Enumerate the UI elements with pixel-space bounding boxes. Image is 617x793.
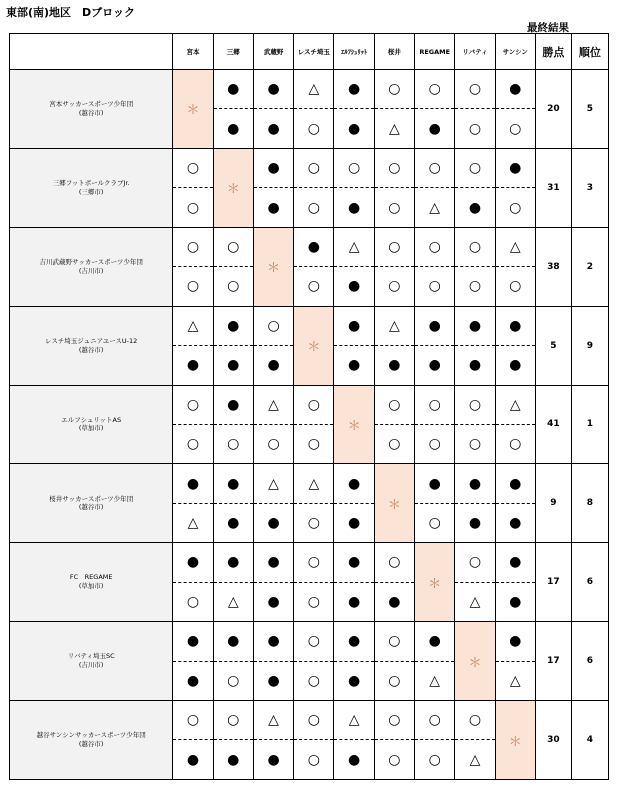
- self-match-cell: ＊: [495, 701, 535, 780]
- corner-cell: [10, 34, 173, 70]
- team-city: (越谷市): [78, 503, 104, 512]
- result-cell: ○: [495, 109, 535, 148]
- result-cell: ●: [213, 622, 253, 661]
- result-cell: ●: [213, 109, 253, 148]
- result-cell: ○: [294, 188, 334, 227]
- result-cell: △: [495, 227, 535, 266]
- rank-cell: 2: [571, 227, 608, 306]
- league-table: [9, 33, 609, 780]
- result-cell: ○: [173, 148, 213, 187]
- points-cell: 17: [535, 543, 571, 622]
- rank-cell: 8: [571, 464, 608, 543]
- result-cell: ○: [495, 424, 535, 463]
- result-cell: ○: [415, 701, 455, 740]
- result-cell: △: [455, 582, 495, 621]
- result-cell: ●: [495, 70, 535, 109]
- self-match-cell: ＊: [334, 385, 374, 464]
- column-header: 宮本: [173, 34, 213, 70]
- result-cell: ○: [455, 424, 495, 463]
- result-cell: ●: [495, 306, 535, 345]
- result-cell: ○: [374, 267, 414, 306]
- result-cell: ○: [334, 148, 374, 187]
- points-cell: 20: [535, 70, 571, 149]
- result-cell: ●: [294, 227, 334, 266]
- team-name: エルフシュリットAS: [61, 415, 122, 424]
- result-cell: ●: [334, 740, 374, 780]
- result-cell: ○: [374, 385, 414, 424]
- result-cell: ●: [334, 306, 374, 345]
- result-cell: ●: [334, 267, 374, 306]
- result-cell: ○: [253, 424, 293, 463]
- team-row: [10, 306, 609, 345]
- result-cell: △: [253, 385, 293, 424]
- result-cell: ●: [213, 543, 253, 582]
- result-cell: ●: [495, 622, 535, 661]
- team-name-cell: [10, 622, 173, 701]
- result-cell: ●: [455, 306, 495, 345]
- result-cell: ○: [455, 227, 495, 266]
- result-cell: △: [374, 109, 414, 148]
- self-match-cell: ＊: [455, 622, 495, 701]
- result-cell: ○: [294, 267, 334, 306]
- rank-cell: 6: [571, 622, 608, 701]
- result-cell: ●: [495, 503, 535, 542]
- team-city: (草加市): [78, 582, 104, 591]
- result-cell: ○: [455, 267, 495, 306]
- result-cell: ○: [374, 740, 414, 780]
- result-cell: ○: [374, 622, 414, 661]
- result-cell: △: [495, 385, 535, 424]
- points-cell: 5: [535, 306, 571, 385]
- result-cell: ●: [253, 148, 293, 187]
- result-cell: ●: [415, 109, 455, 148]
- result-cell: ○: [213, 424, 253, 463]
- result-cell: ●: [253, 622, 293, 661]
- result-cell: ○: [455, 148, 495, 187]
- result-cell: ●: [173, 740, 213, 780]
- result-cell: ○: [374, 701, 414, 740]
- team-city: (三郷市): [78, 187, 104, 196]
- result-cell: ●: [173, 464, 213, 503]
- result-cell: ●: [253, 70, 293, 109]
- result-cell: ●: [213, 385, 253, 424]
- result-cell: ●: [334, 503, 374, 542]
- result-cell: ●: [334, 70, 374, 109]
- self-match-cell: ＊: [173, 70, 213, 149]
- result-cell: ○: [455, 543, 495, 582]
- result-cell: ●: [334, 346, 374, 385]
- result-cell: ○: [173, 227, 213, 266]
- result-cell: ●: [253, 503, 293, 542]
- result-cell: ●: [334, 543, 374, 582]
- result-cell: ●: [495, 464, 535, 503]
- team-row: [10, 622, 609, 661]
- team-name: リバティ埼玉SC: [67, 652, 115, 661]
- result-cell: ●: [253, 346, 293, 385]
- result-cell: ○: [294, 109, 334, 148]
- result-cell: ●: [253, 543, 293, 582]
- result-cell: ●: [213, 464, 253, 503]
- team-city: (吉川市): [78, 661, 104, 670]
- team-row: [10, 464, 609, 503]
- result-cell: ○: [415, 70, 455, 109]
- team-row: [10, 385, 609, 424]
- result-cell: ●: [334, 622, 374, 661]
- result-cell: △: [213, 582, 253, 621]
- result-cell: ○: [374, 424, 414, 463]
- result-cell: △: [495, 661, 535, 700]
- result-cell: ●: [415, 346, 455, 385]
- self-match-cell: ＊: [253, 227, 293, 306]
- result-cell: ○: [213, 267, 253, 306]
- column-header: 武蔵野: [253, 34, 293, 70]
- points-cell: 38: [535, 227, 571, 306]
- team-city: (草加市): [78, 424, 104, 433]
- team-city: (吉川市): [78, 266, 104, 275]
- result-cell: ●: [334, 188, 374, 227]
- team-name-cell: [10, 464, 173, 543]
- result-cell: ●: [213, 503, 253, 542]
- result-cell: ○: [173, 701, 213, 740]
- result-cell: ○: [455, 70, 495, 109]
- result-cell: ○: [173, 385, 213, 424]
- result-cell: ○: [374, 148, 414, 187]
- result-cell: ○: [374, 188, 414, 227]
- result-cell: ○: [173, 424, 213, 463]
- result-cell: ○: [173, 582, 213, 621]
- rank-cell: 3: [571, 148, 608, 227]
- result-cell: ○: [415, 267, 455, 306]
- result-cell: ●: [253, 661, 293, 700]
- result-cell: ●: [495, 346, 535, 385]
- result-cell: ○: [294, 740, 334, 780]
- result-cell: ○: [415, 503, 455, 542]
- team-row: [10, 70, 609, 109]
- result-cell: ●: [334, 464, 374, 503]
- result-cell: ○: [415, 227, 455, 266]
- points-header: 勝点: [535, 34, 571, 70]
- result-cell: ●: [173, 622, 213, 661]
- column-header: 桜井: [374, 34, 414, 70]
- team-name-cell: [10, 543, 173, 622]
- final-result-label: 最終結果: [527, 22, 569, 34]
- result-cell: ●: [173, 661, 213, 700]
- team-row: [10, 701, 609, 740]
- self-match-cell: ＊: [294, 306, 334, 385]
- team-row: [10, 543, 609, 582]
- result-cell: ●: [253, 740, 293, 780]
- team-name: 吉川武蔵野サッカースポーツ少年団: [39, 257, 143, 266]
- result-cell: △: [173, 306, 213, 345]
- result-cell: △: [415, 188, 455, 227]
- result-cell: ○: [294, 148, 334, 187]
- result-cell: ●: [334, 109, 374, 148]
- points-cell: 31: [535, 148, 571, 227]
- column-header: ｴﾙﾌｼｭﾘｯﾄ: [334, 34, 374, 70]
- result-cell: ●: [253, 582, 293, 621]
- team-name: FC REGAME: [69, 573, 113, 582]
- result-cell: ○: [213, 661, 253, 700]
- result-cell: ○: [374, 70, 414, 109]
- points-cell: 41: [535, 385, 571, 464]
- result-cell: ●: [455, 188, 495, 227]
- column-header: サンシン: [495, 34, 535, 70]
- page-title: 東部(南)地区 Dブロック: [6, 6, 135, 19]
- self-match-cell: ＊: [213, 148, 253, 227]
- team-name-cell: [10, 306, 173, 385]
- result-cell: ●: [213, 306, 253, 345]
- result-cell: ○: [294, 661, 334, 700]
- column-header: 三郷: [213, 34, 253, 70]
- header-row: [10, 34, 609, 70]
- result-cell: ○: [495, 188, 535, 227]
- result-cell: ●: [415, 464, 455, 503]
- result-cell: ○: [415, 148, 455, 187]
- team-name: 三郷フットボールクラブJr.: [52, 179, 130, 188]
- result-cell: ○: [173, 267, 213, 306]
- result-cell: ●: [334, 661, 374, 700]
- team-name: 越谷サンシンサッカースポーツ少年団: [36, 731, 146, 740]
- result-cell: ●: [213, 70, 253, 109]
- result-cell: ●: [253, 188, 293, 227]
- result-cell: ●: [415, 306, 455, 345]
- result-cell: △: [334, 227, 374, 266]
- result-cell: △: [455, 740, 495, 780]
- result-cell: ○: [253, 306, 293, 345]
- result-cell: ○: [455, 385, 495, 424]
- rank-cell: 5: [571, 70, 608, 149]
- result-cell: ○: [495, 267, 535, 306]
- result-cell: ○: [294, 543, 334, 582]
- result-cell: ○: [294, 582, 334, 621]
- result-cell: △: [415, 661, 455, 700]
- team-name-cell: [10, 227, 173, 306]
- result-cell: ●: [253, 109, 293, 148]
- rank-cell: 6: [571, 543, 608, 622]
- result-cell: ●: [495, 543, 535, 582]
- team-name-cell: [10, 385, 173, 464]
- column-header: レスチ埼玉: [294, 34, 334, 70]
- result-cell: △: [294, 464, 334, 503]
- result-cell: ○: [294, 622, 334, 661]
- result-cell: ●: [213, 346, 253, 385]
- result-cell: ○: [294, 503, 334, 542]
- column-header: REGAME: [415, 34, 455, 70]
- result-cell: ○: [213, 701, 253, 740]
- result-cell: ○: [374, 227, 414, 266]
- team-name-cell: [10, 70, 173, 149]
- points-cell: 30: [535, 701, 571, 780]
- result-cell: ●: [455, 346, 495, 385]
- result-cell: △: [253, 464, 293, 503]
- result-cell: ○: [213, 227, 253, 266]
- result-cell: △: [334, 701, 374, 740]
- result-cell: ○: [294, 424, 334, 463]
- result-cell: ●: [374, 582, 414, 621]
- result-cell: ●: [415, 622, 455, 661]
- result-cell: ○: [415, 740, 455, 780]
- team-name: レスチ埼玉ジュニアユースU-12: [45, 336, 138, 345]
- result-cell: ○: [294, 385, 334, 424]
- team-row: [10, 227, 609, 266]
- team-name: 宮本サッカースポーツ少年団: [49, 100, 134, 109]
- result-cell: ○: [415, 424, 455, 463]
- result-cell: ○: [173, 188, 213, 227]
- result-cell: ●: [374, 346, 414, 385]
- rank-cell: 1: [571, 385, 608, 464]
- team-name-cell: [10, 701, 173, 780]
- result-cell: △: [253, 701, 293, 740]
- result-cell: ●: [213, 740, 253, 780]
- rank-cell: 9: [571, 306, 608, 385]
- rank-header: 順位: [571, 34, 608, 70]
- result-cell: ●: [495, 148, 535, 187]
- rank-cell: 4: [571, 701, 608, 780]
- result-cell: △: [173, 503, 213, 542]
- result-cell: △: [374, 306, 414, 345]
- team-row: [10, 148, 609, 187]
- result-cell: ●: [455, 503, 495, 542]
- result-cell: ●: [334, 582, 374, 621]
- points-cell: 9: [535, 464, 571, 543]
- result-cell: ●: [455, 464, 495, 503]
- team-city: (越谷市): [78, 740, 104, 748]
- result-cell: ○: [374, 543, 414, 582]
- result-cell: △: [294, 70, 334, 109]
- team-name-cell: [10, 148, 173, 227]
- column-header: リバティ: [455, 34, 495, 70]
- self-match-cell: ＊: [415, 543, 455, 622]
- self-match-cell: ＊: [374, 464, 414, 543]
- result-cell: ○: [455, 701, 495, 740]
- result-cell: ●: [173, 543, 213, 582]
- team-name: 桜井サッカースポーツ少年団: [49, 494, 134, 503]
- team-city: (越谷市): [78, 108, 104, 117]
- result-cell: ●: [173, 346, 213, 385]
- team-city: (越谷市): [78, 345, 104, 354]
- result-cell: ●: [495, 582, 535, 621]
- points-cell: 17: [535, 622, 571, 701]
- result-cell: ○: [415, 385, 455, 424]
- result-cell: ○: [374, 661, 414, 700]
- result-cell: ○: [455, 109, 495, 148]
- result-cell: ○: [294, 701, 334, 740]
